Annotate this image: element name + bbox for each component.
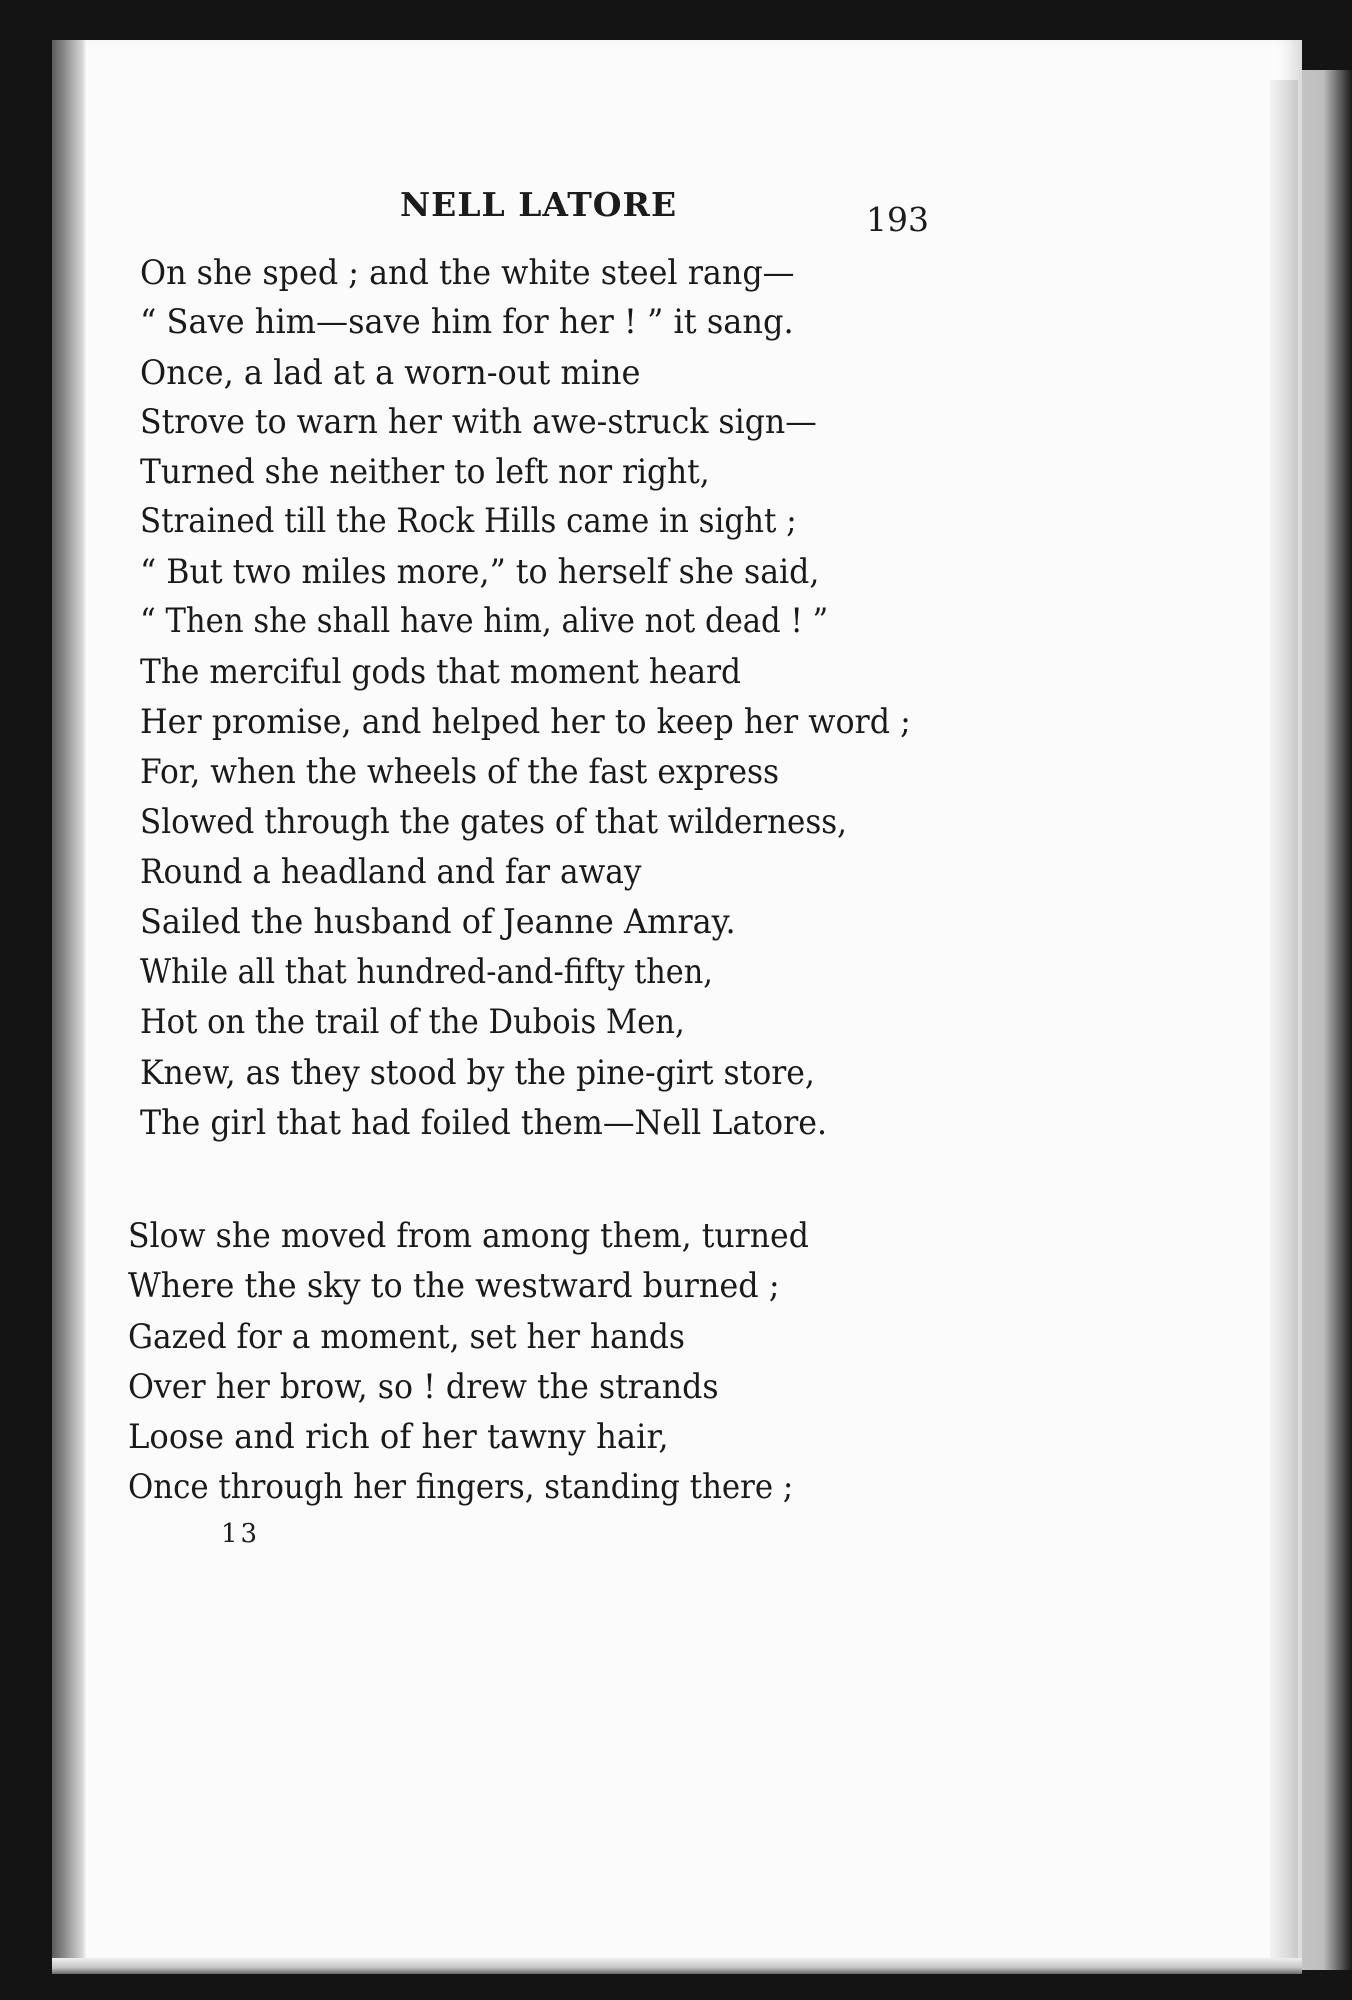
- poem-line: Slow she moved from among them, turned: [128, 1216, 809, 1255]
- poem-line: Round a headland and far away: [140, 852, 642, 891]
- poem-line: Knew, as they stood by the pine-girt store,: [140, 1053, 815, 1092]
- poem-line: Where the sky to the westward burned ;: [128, 1266, 780, 1305]
- page-bottom-edge: [52, 1958, 1302, 1974]
- running-head-title: NELL LATORE: [400, 185, 678, 224]
- poem-line: The merciful gods that moment heard: [140, 652, 742, 691]
- poem-line: Sailed the husband of Jeanne Amray.: [140, 902, 736, 941]
- poem-line: “ But two miles more,” to herself she said,: [140, 552, 820, 591]
- poem-line: Her promise, and helped her to keep her word ;: [140, 702, 911, 741]
- poem-line: While all that hundred-and-fifty then,: [140, 952, 713, 991]
- signature-mark: 13: [221, 1519, 261, 1549]
- poem-line: The girl that had foiled them—Nell Latore.: [140, 1103, 828, 1142]
- poem-line: Hot on the trail of the Dubois Men,: [140, 1002, 685, 1041]
- poem-line: On she sped ; and the white steel rang—: [140, 253, 795, 292]
- poem-line: Loose and rich of her tawny hair,: [128, 1417, 669, 1456]
- poem-line: For, when the wheels of the fast express: [140, 752, 780, 791]
- poem-line: Strove to warn her with awe-struck sign—: [140, 402, 817, 441]
- poem-line: Over her brow, so ! drew the strands: [128, 1367, 719, 1406]
- poem-line: Gazed for a moment, set her hands: [128, 1317, 685, 1356]
- page-fore-edge: [1270, 80, 1298, 1960]
- poem-line: Slowed through the gates of that wilderness,: [140, 802, 847, 841]
- page-number: 193: [866, 200, 929, 239]
- poem-line: “ Then she shall have him, alive not dead ! ”: [140, 601, 829, 640]
- poem-line: Turned she neither to left nor right,: [140, 452, 710, 491]
- binding-gutter: [52, 40, 86, 1965]
- poem-line: “ Save him—save him for her ! ” it sang.: [140, 302, 794, 341]
- poem-line: Strained till the Rock Hills came in sight ;: [140, 501, 797, 540]
- poem-line: Once, a lad at a worn-out mine: [140, 353, 641, 392]
- poem-line: Once through her fingers, standing there ;: [128, 1467, 794, 1506]
